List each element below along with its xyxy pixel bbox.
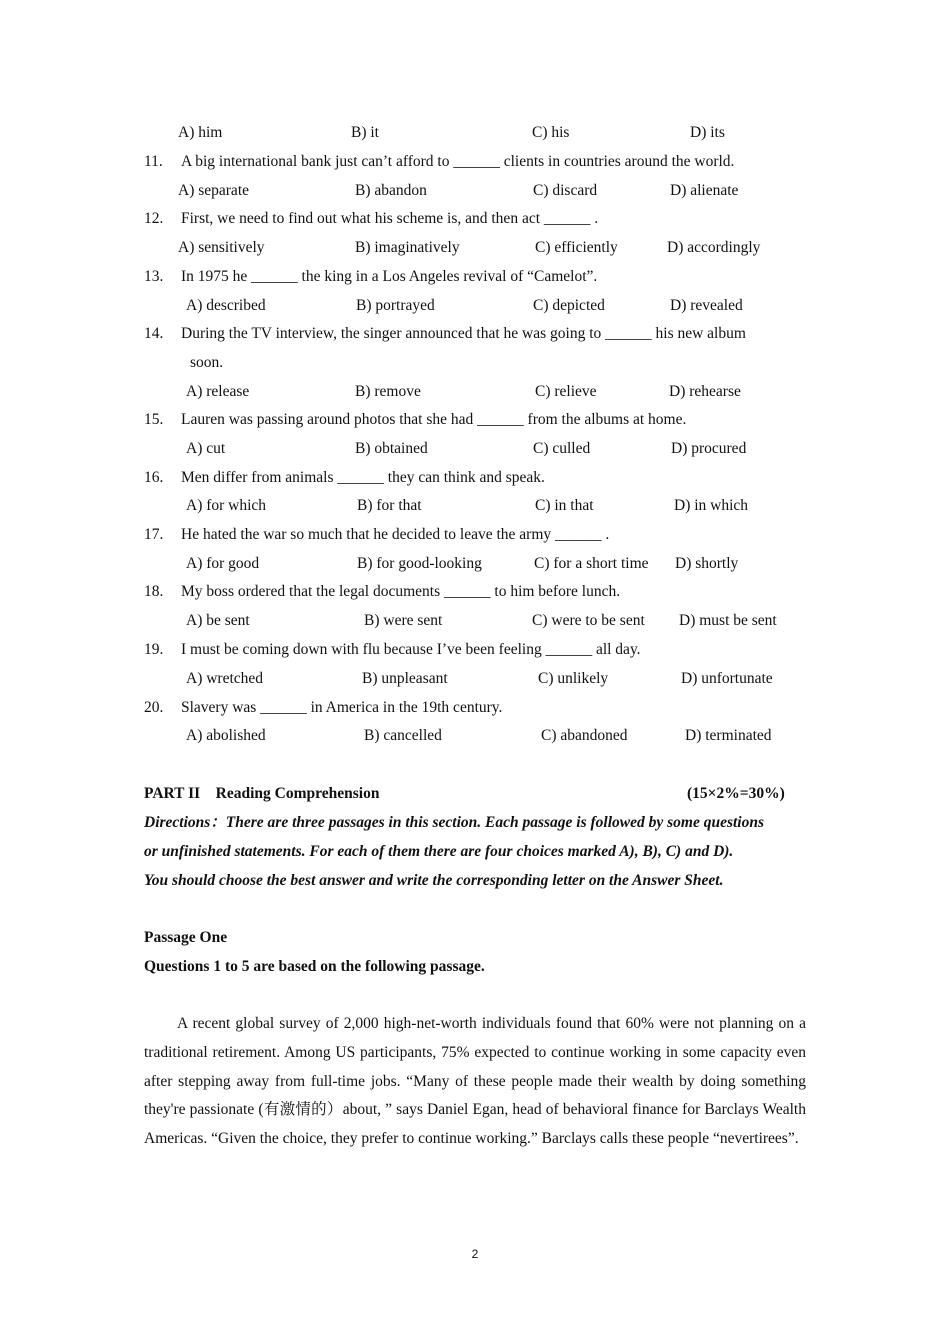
page-number: 2 xyxy=(471,1247,479,1261)
option-b: B) unpleasant xyxy=(362,670,448,687)
option-c: C) in that xyxy=(535,497,594,514)
question-number: 12. xyxy=(144,210,164,227)
part2-score: (15×2%=30%) xyxy=(687,785,785,802)
option-b: B) for that xyxy=(357,497,422,514)
option-c: C) discard xyxy=(533,182,598,199)
question-number: 18. xyxy=(144,583,164,600)
option-a: A) abolished xyxy=(186,727,266,744)
question-text: He hated the war so much that he decided to leave the army ______ . xyxy=(181,526,610,543)
option-d: D) rehearse xyxy=(669,383,741,400)
option-d: D) shortly xyxy=(675,555,739,572)
option-c: C) for a short time xyxy=(534,555,649,572)
question-number: 15. xyxy=(144,411,164,428)
option-d: D) procured xyxy=(671,440,747,457)
option-b: B) obtained xyxy=(355,440,428,457)
passage-instruction: Questions 1 to 5 are based on the following passage. xyxy=(144,958,485,975)
directions-line-3: You should choose the best answer and write the corresponding letter on the Answer Sheet. xyxy=(144,872,724,889)
option-d: D) in which xyxy=(674,497,749,514)
option-d: D) its xyxy=(690,124,725,141)
question-text: Lauren was passing around photos that she had ______ from the albums at home. xyxy=(181,411,687,428)
option-b: B) were sent xyxy=(364,612,443,629)
question-number: 17. xyxy=(144,526,164,543)
part2-title: PART II Reading Comprehension xyxy=(144,785,380,802)
question-text-cont: soon. xyxy=(190,354,224,371)
question-number: 14. xyxy=(144,325,164,342)
question-text: During the TV interview, the singer announced that he was going to ______ his new album xyxy=(181,325,746,342)
option-c: C) relieve xyxy=(535,383,597,400)
passage-text: A recent global survey of 2,000 high-net-worth individuals found that 60% were not planning on a traditional retirement. Among US participants, 75% expected to continue working in some capacity even after stepping away from full-time jobs. “Many of these people made their wealth by doing something they're passionate (有激情的）about, ” says Daniel Egan, head of behavioral finance for Barclays Wealth Americas. “Given the choice, they prefer to continue working.” Barclays calls these people “nevertirees”. xyxy=(144,1015,806,1148)
option-a: A) him xyxy=(178,124,223,141)
option-b: B) remove xyxy=(355,383,421,400)
directions-line-2: or unfinished statements. For each of them there are four choices marked A), B), C) and D). xyxy=(144,843,734,860)
option-b: B) imaginatively xyxy=(355,239,460,256)
option-b: B) abandon xyxy=(355,182,427,199)
question-text: First, we need to find out what his scheme is, and then act ______ . xyxy=(181,210,599,227)
option-a: A) be sent xyxy=(186,612,250,629)
option-a: A) separate xyxy=(178,182,249,199)
option-a: A) cut xyxy=(186,440,226,457)
option-b: B) portrayed xyxy=(356,297,435,314)
option-a: A) sensitively xyxy=(178,239,265,256)
option-d: D) revealed xyxy=(670,297,743,314)
passage-paragraph xyxy=(144,1010,806,1154)
option-a: A) for good xyxy=(186,555,260,572)
question-text: Slavery was ______ in America in the 19th century. xyxy=(181,699,503,716)
question-text: In 1975 he ______ the king in a Los Angeles revival of “Camelot”. xyxy=(181,268,598,285)
option-d: D) alienate xyxy=(670,182,739,199)
option-a: A) for which xyxy=(186,497,267,514)
question-text: I must be coming down with flu because I’ve been feeling ______ all day. xyxy=(181,641,641,658)
option-a: A) wretched xyxy=(186,670,264,687)
question-text: Men differ from animals ______ they can think and speak. xyxy=(181,469,545,486)
directions-line-1: Directions：There are three passages in this section. Each passage is followed by some questions xyxy=(144,814,765,831)
question-text: A big international bank just can’t afford to ______ clients in countries around the world. xyxy=(181,153,735,170)
option-c: C) culled xyxy=(533,440,591,457)
option-d: D) accordingly xyxy=(667,239,761,256)
question-number: 11. xyxy=(144,153,163,170)
option-d: D) unfortunate xyxy=(681,670,773,687)
option-c: C) depicted xyxy=(533,297,605,314)
question-number: 13. xyxy=(144,268,164,285)
option-d: D) must be sent xyxy=(679,612,777,629)
option-c: C) efficiently xyxy=(535,239,618,256)
option-b: B) it xyxy=(351,124,379,141)
option-d: D) terminated xyxy=(685,727,772,744)
option-c: C) unlikely xyxy=(538,670,609,687)
question-text: My boss ordered that the legal documents ______ to him before lunch. xyxy=(181,583,621,600)
option-a: A) described xyxy=(186,297,266,314)
option-b: B) for good-looking xyxy=(357,555,482,572)
option-b: B) cancelled xyxy=(364,727,442,744)
option-c: C) were to be sent xyxy=(532,612,645,629)
question-number: 19. xyxy=(144,641,164,658)
question-number: 20. xyxy=(144,699,164,716)
option-a: A) release xyxy=(186,383,250,400)
question-number: 16. xyxy=(144,469,164,486)
passage-title: Passage One xyxy=(144,929,228,946)
option-c: C) abandoned xyxy=(541,727,628,744)
option-c: C) his xyxy=(532,124,570,141)
